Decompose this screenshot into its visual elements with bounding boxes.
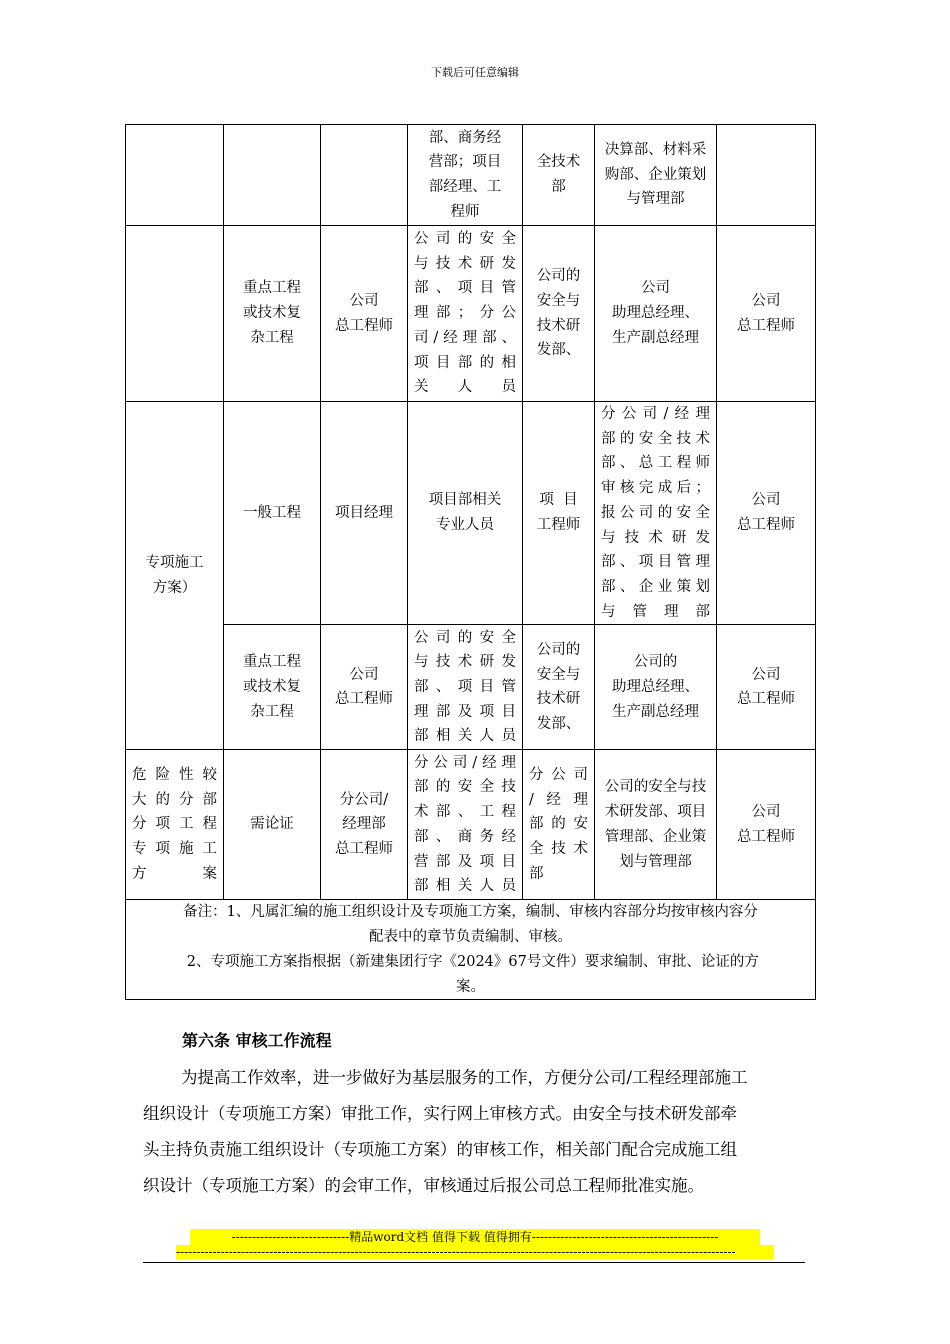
- table-note-row: [126, 900, 816, 1000]
- table-cell: 公司 总工程师: [717, 226, 816, 402]
- table-row: [126, 226, 816, 402]
- table-cell: 公司 总工程师: [321, 226, 408, 402]
- table-note: 备注：1、凡属汇编的施工组织设计及专项施工方案，编制、审核内容部分均按审核内容分 配表中的章节负责编制、审核。 2、专项施工方案指根据（新建集团行字《2024》67号文件）要求编制、审批、论证的方 案。: [126, 900, 816, 1000]
- footer-rule: [143, 1262, 805, 1263]
- table-cell: 公司的安全 与技术研发 部、项目管 理部；分公 司/经理部、 项目部的相 关人员: [408, 226, 523, 402]
- table-cell: 全技术 部: [523, 125, 595, 226]
- table-cell: 项 目 工程师: [523, 402, 595, 625]
- footer-banner: -----------------------------精品word文档 值得下载 值得拥有----------------------------------------------: [190, 1229, 760, 1245]
- table-row: [126, 402, 816, 625]
- table-cell: 部、商务经 营部；项目 部经理、工 程师: [408, 125, 523, 226]
- table-cell: 公司 总工程师: [717, 402, 816, 625]
- table-cell: [126, 125, 224, 226]
- table-cell: 公司的安全 与技术研发 部、项目管 理部及项目 部相关人员: [408, 625, 523, 750]
- table-cell: 项目部相关 专业人员: [408, 402, 523, 625]
- table-cell: 决算部、材料采 购部、企业策划 与管理部: [595, 125, 717, 226]
- table-cell: 分公司 /经理 部的安 全技术 部: [523, 750, 595, 900]
- table-cell: 需论证: [224, 750, 321, 900]
- review-table: [125, 124, 816, 1000]
- table-row: [126, 625, 816, 750]
- table-cell: 公司 助理总经理、 生产副总经理: [595, 226, 717, 402]
- table-cell: 重点工程 或技术复 杂工程: [224, 625, 321, 750]
- table-cell: [126, 226, 224, 402]
- table-cell: 公司的 安全与 技术研 发部、: [523, 226, 595, 402]
- table-cell: 分公司/ 经理部 总工程师: [321, 750, 408, 900]
- footer-dashes: ------------------------------------------------------------------------------------------------------------------------------------------: [176, 1245, 774, 1259]
- table-cell: 危险性较 大的分部 分项工程 专项施工 方案: [126, 750, 224, 900]
- table-row: [126, 750, 816, 900]
- table-cell: 项目经理: [321, 402, 408, 625]
- table-cell: 公司 总工程师: [717, 625, 816, 750]
- table-row: [126, 125, 816, 226]
- table-cell: [224, 125, 321, 226]
- table-cell: 一般工程: [224, 402, 321, 625]
- table-cell: 重点工程 或技术复 杂工程: [224, 226, 321, 402]
- table-cell: 公司 总工程师: [717, 750, 816, 900]
- table-cell: 公司的安全与技 术研发部、项目 管理部、企业策 划与管理部: [595, 750, 717, 900]
- table-cell: 公司的 安全与 技术研 发部、: [523, 625, 595, 750]
- table-cell: 公司 总工程师: [321, 625, 408, 750]
- table-cell: [321, 125, 408, 226]
- body-paragraph: 为提高工作效率，进一步做好为基层服务的工作，方便分公司/工程经理部施工 组织设计（专项施工方案）审批工作，实行网上审核方式。由安全与技术研发部牵 头主持负责施工组织设计（专项施工方案）的审核工作，相关部门配合完成施工组 织设计（专项施工方案）的会审工作，审核通过后报公司总工程师批准实施。: [143, 1068, 748, 1195]
- table-cell: 专项施工 方案）: [126, 402, 224, 750]
- section-heading: 第六条 审核工作流程: [182, 1031, 332, 1050]
- table-cell: [717, 125, 816, 226]
- table-cell: 分公司/经理 部的安全技 术部、工程 部、商务经 营部及项目 部相关人员: [408, 750, 523, 900]
- table-cell: 分公司/经理 部的安全技术 部、总工程师 审核完成后； 报公司的安全 与技术研发 部、项目管理 部、企业策划 与管理部: [595, 402, 717, 625]
- table-cell: 公司的 助理总经理、 生产副总经理: [595, 625, 717, 750]
- page-header: 下载后可任意编辑: [431, 66, 519, 79]
